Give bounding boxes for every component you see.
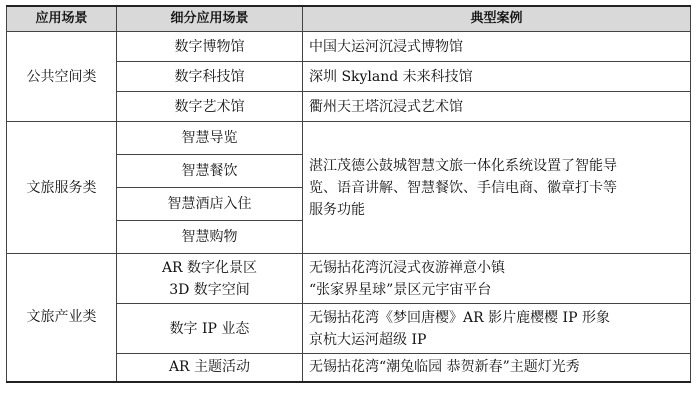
case-cell — [303, 304, 691, 354]
case-line: 湛江茂德公鼓城智慧文旅一体化系统设置了智能导 — [309, 157, 617, 174]
header-cases: 典型案例 — [303, 6, 691, 32]
case-cell: 无锡拈花湾“潮兔临园 恭贺新春”主题灯光秀 — [303, 354, 691, 382]
subscene-cell: 数字 IP 业态 — [117, 304, 303, 354]
subscene-cell: 智慧导览 — [117, 122, 303, 155]
scenario-table — [6, 5, 691, 383]
case-cell: 衢州天王塔沉浸式艺术馆 — [303, 92, 691, 122]
case-line: 无锡拈花湾沉浸式夜游禅意小镇 — [309, 259, 505, 276]
case-line: 览、语音讲解、智慧餐饮、手信电商、徽章打卡等 — [309, 179, 617, 196]
table-row — [7, 122, 691, 155]
subscene-line: AR 数字化景区 — [161, 259, 258, 276]
case-line: “张家界星球”景区元宇宙平台 — [309, 281, 492, 298]
subscene-cell: 智慧酒店入住 — [117, 188, 303, 221]
case-cell: 中国大运河沉浸式博物馆 — [303, 32, 691, 62]
subscene-cell — [117, 254, 303, 304]
scene-cell: 文旅产业类 — [7, 254, 117, 382]
case-line: 无锡拈花湾《梦回唐樱》AR 影片鹿樱樱 IP 形象 — [309, 309, 610, 326]
case-line: 服务功能 — [309, 201, 365, 218]
subscene-cell: 数字博物馆 — [117, 32, 303, 62]
case-cell — [303, 122, 691, 254]
subscene-cell: 智慧餐饮 — [117, 155, 303, 188]
subscene-line: 3D 数字空间 — [169, 281, 250, 298]
case-line: 京杭大运河超级 IP — [309, 331, 427, 348]
header-scene: 应用场景 — [7, 6, 117, 32]
table-row — [7, 32, 691, 62]
table-row — [7, 254, 691, 304]
header-row — [7, 6, 691, 32]
case-cell — [303, 254, 691, 304]
subscene-cell: 数字科技馆 — [117, 62, 303, 92]
scene-cell: 公共空间类 — [7, 32, 117, 122]
case-cell: 深圳 Skyland 未来科技馆 — [303, 62, 691, 92]
subscene-cell: 数字艺术馆 — [117, 92, 303, 122]
header-subscene: 细分应用场景 — [117, 6, 303, 32]
scene-cell: 文旅服务类 — [7, 122, 117, 254]
subscene-cell: AR 主题活动 — [117, 354, 303, 382]
subscene-cell: 智慧购物 — [117, 221, 303, 254]
